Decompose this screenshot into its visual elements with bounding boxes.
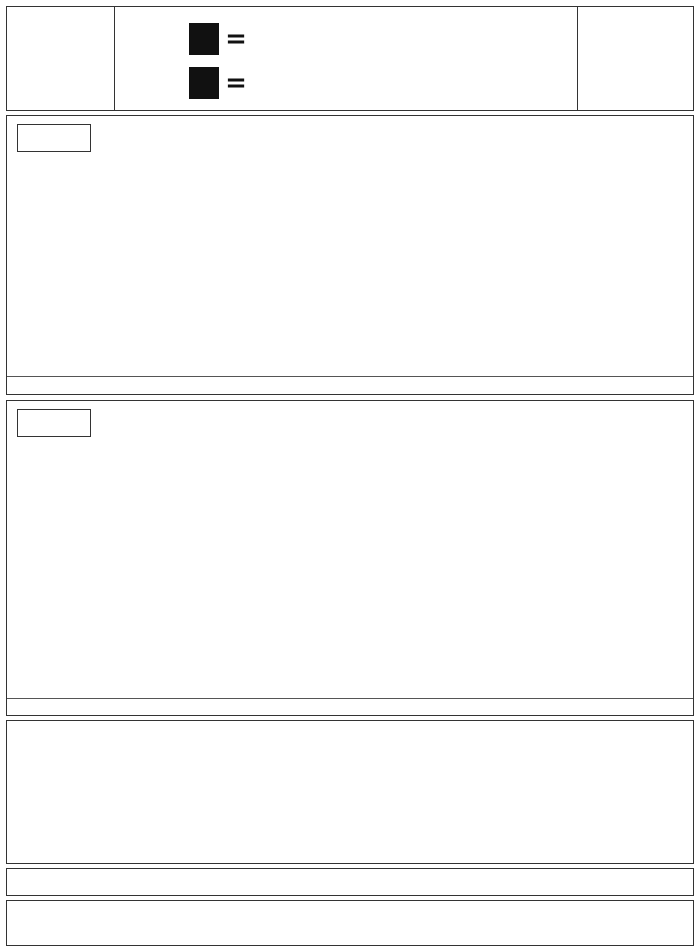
game-notes-extra (6, 900, 694, 946)
batting-header (7, 116, 693, 166)
team-tag (17, 409, 91, 437)
equals-sign: = (225, 68, 247, 98)
batting-header (7, 401, 693, 451)
team-tag (17, 124, 91, 152)
kiwoom-batting-box (6, 115, 694, 395)
batting-totals (7, 376, 693, 392)
line-total-score (189, 67, 219, 99)
game-notes-main (6, 868, 694, 896)
line-score (115, 7, 579, 110)
pitching-box (6, 720, 694, 864)
equals-sign: = (225, 24, 247, 54)
line-total-score (189, 23, 219, 55)
kt-batting-box (6, 400, 694, 716)
winner-panel (577, 7, 693, 110)
line-score-row-home (133, 63, 559, 103)
line-score-row-away (133, 19, 559, 59)
scoreboard-header (6, 6, 694, 111)
stadium-panel (7, 7, 115, 110)
batting-totals (7, 698, 693, 714)
